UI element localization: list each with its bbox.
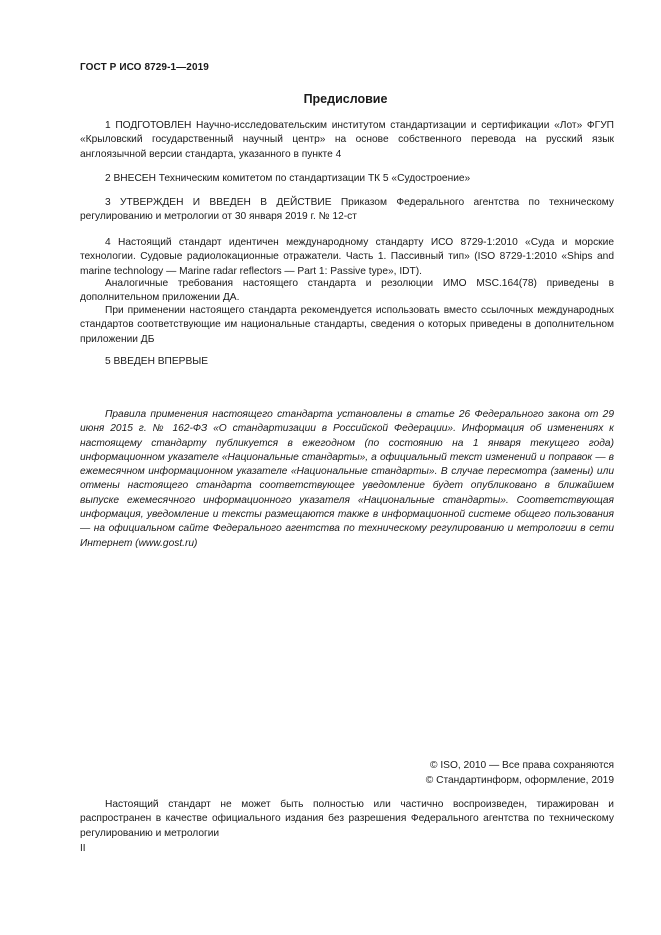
preface-item-4-annex-da: Аналогичные требования настоящего стандарта и резолюции ИМО MSC.164(78) приведены в дополнительном приложении ДА. <box>80 278 614 304</box>
preface-item-4: 4 Настоящий стандарт идентичен международному стандарту ИСО 8729-1:2010 «Суда и морские технологии. Судовые радиолокационные отражатели. Часть 1. Пассивный тип» (ISO 8729-1:2010 «Ships and marine technology — Marine radar reflectors — Part 1: Passive type», IDT). <box>80 237 614 277</box>
application-rules-notice: Правила применения настоящего стандарта установлены в статье 26 Федерального закона от 29 июня 2015 г. № 162-ФЗ «О стандартизации в Российской Федерации». Информация об изменениях к настоящему стандарту публикуется в ежегодном (по состоянию на 1 января текущего года) информационном указателе «Национальные стандарты», а официальный текст изменений и поправок — в ежемесячном информационном указателе «Национальные стандарты». В случае пересмотра (замены) или отмены настоящего стандарта соответствующее уведомление будет опубликовано в ближайшем выпуске ежемесячного информационного указателя «Национальные стандарты». Соответствующая информация, уведомление и тексты размещаются также в информационной системе общего пользования — на официальном сайте Федерального агентства по техническому регулированию и метрологии в сети Интернет (www.gost.ru) <box>80 409 614 549</box>
page-title <box>0 92 661 106</box>
copyright-iso: © ISO, 2010 — Все права сохраняются <box>430 760 614 771</box>
page-number: II <box>80 843 86 854</box>
copyright-standartinform: © Стандартинформ, оформление, 2019 <box>425 775 614 786</box>
standard-header: ГОСТ Р ИСО 8729-1—2019 <box>80 62 209 73</box>
preface-item-1: 1 ПОДГОТОВЛЕН Научно-исследовательским институтом стандартизации и сертификации «Лот» ФГУП «Крыловский государственный научный центр» на основе собственного перевода на русский язык англоязычной версии стандарта, указанного в пункте 4 <box>80 120 614 160</box>
reproduction-notice: Настоящий стандарт не может быть полностью или частично воспроизведен, тиражирован и распространен в качестве официального издания без разрешения Федерального агентства по техническому регулированию и метрологии <box>80 799 614 839</box>
preface-item-3: 3 УТВЕРЖДЕН И ВВЕДЕН В ДЕЙСТВИЕ Приказом Федерального агентства по техническому регулированию и метрологии от 30 января 2019 г. № 12-ст <box>80 197 614 223</box>
preface-item-2: 2 ВНЕСЕН Техническим комитетом по стандартизации ТК 5 «Судостроение» <box>105 173 471 184</box>
page-title-text: Предисловие <box>303 92 388 106</box>
preface-item-4-annex-db: При применении настоящего стандарта рекомендуется использовать вместо ссылочных международных стандартов соответствующие им национальные стандарты, сведения о которых приведены в дополнительном приложении ДБ <box>80 305 614 345</box>
preface-item-5: 5 ВВЕДЕН ВПЕРВЫЕ <box>105 356 209 367</box>
